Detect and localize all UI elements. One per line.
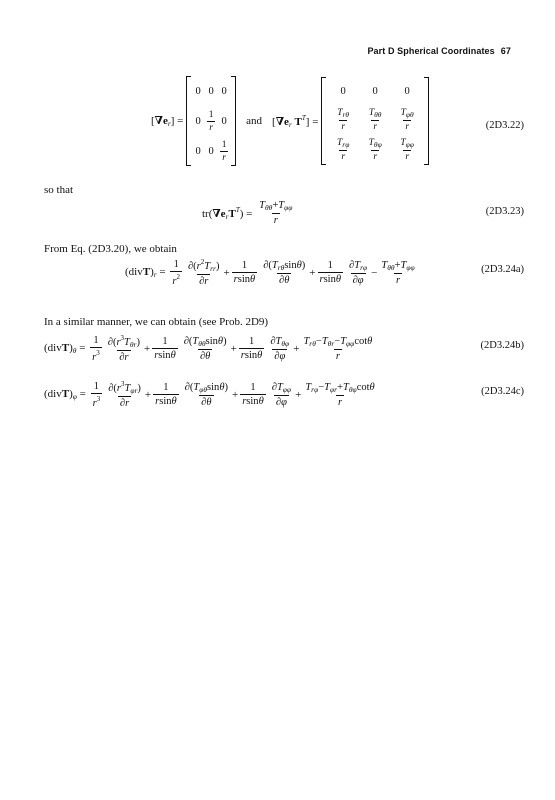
text-from-eq: From Eq. (2D3.20), we obtain [44,243,177,255]
header-title: Part D Spherical Coordinates [367,46,495,56]
page-header [367,46,511,56]
eq-label-2D3-24b: (2D3.24b) [480,340,524,351]
equation-2D3-24b: $(divT)_\theta$ = $\frac{1}{r^3}$ $\frac{\partial(r^3T_{\theta r})}{\partial r}$ + $\frac{1}{rsin\theta}$ $\frac{\partial(T_{\theta\theta}\sin\theta)}{\partial\theta}$ + $\frac{1}{rsin\theta}$ $\frac{\partial T_{\theta\varphi}}{\partial\varphi}$ + $\frac{T_{r\theta}-T_{\theta r}-T_{\varphi\varphi}\cot\theta}{r}$ [44,334,373,363]
equation-2D3-24a: $(divT)_r$ = $\frac{1}{r^2}$ $\frac{\partial(r^2T_{rr})}{\partial r}$ + $\frac{1}{rsin\theta}$ $\frac{\partial(T_{r\theta}\sin\theta)}{\partial\theta}$ + $\frac{1}{rsin\theta}$ $\frac{\partial T_{r\varphi}}{\partial\varphi}$ − $\frac{T_{\theta\theta}+T_{\varphi\varphi}}{r}$ [125,258,415,287]
equation-2D3-22 [151,76,429,166]
eq-label-2D3-24c: (2D3.24c) [481,386,524,397]
eq-label-2D3-22: (2D3.22) [485,120,524,131]
text-so-that: so that [44,184,74,196]
equation-2D3-23: $tr(\nabla e_rT^T)$ = $\frac{T_{\theta\theta}+T_{\varphi\varphi}}{r}$ [202,200,293,226]
page-number: 67 [500,46,511,56]
text-similar: In a similar manner, we can obtain (see Prob. 2D9) [44,316,269,328]
grad-er-t-matrix: 0 0 0 $\frac{T_{r\theta}}{r}$ $\frac{T_{\theta\theta}}{r}$ $\frac{T_{\varphi\theta}}{r}$ $\frac{T_{r\varphi}}{r}$ $\frac{T_{\theta\varphi}}{r}$ $\frac{T_{\varphi\varphi}}{r}$ [321,77,429,165]
grad-er-t-lhs: [$\nabla e_r$ $T^T$] = [272,113,322,129]
equation-2D3-24c: $(divT)_\varphi$ = $\frac{1}{r^3}$ $\frac{\partial(r^3T_{\varphi r})}{\partial r}$ + $\frac{1}{rsin\theta}$ $\frac{\partial(T_{\varphi\theta}\sin\theta)}{\partial\theta}$ + $\frac{1}{rsin\theta}$ $\frac{\partial T_{\varphi\varphi}}{\partial\varphi}$ + $\frac{T_{r\varphi}-T_{\varphi r}+T_{\theta\varphi}\cot\theta}{r}$ [44,380,375,409]
grad-er-matrix: 0 0 0 0 $\frac{1}{r}$ 0 0 0 $\frac{1}{r}$ [186,76,236,166]
grad-er-lhs: $[\nabla e_r]$ = [151,115,187,128]
eq-label-2D3-23: (2D3.23) [485,206,524,217]
and-word: and [246,115,263,127]
eq-label-2D3-24a: (2D3.24a) [481,264,524,275]
